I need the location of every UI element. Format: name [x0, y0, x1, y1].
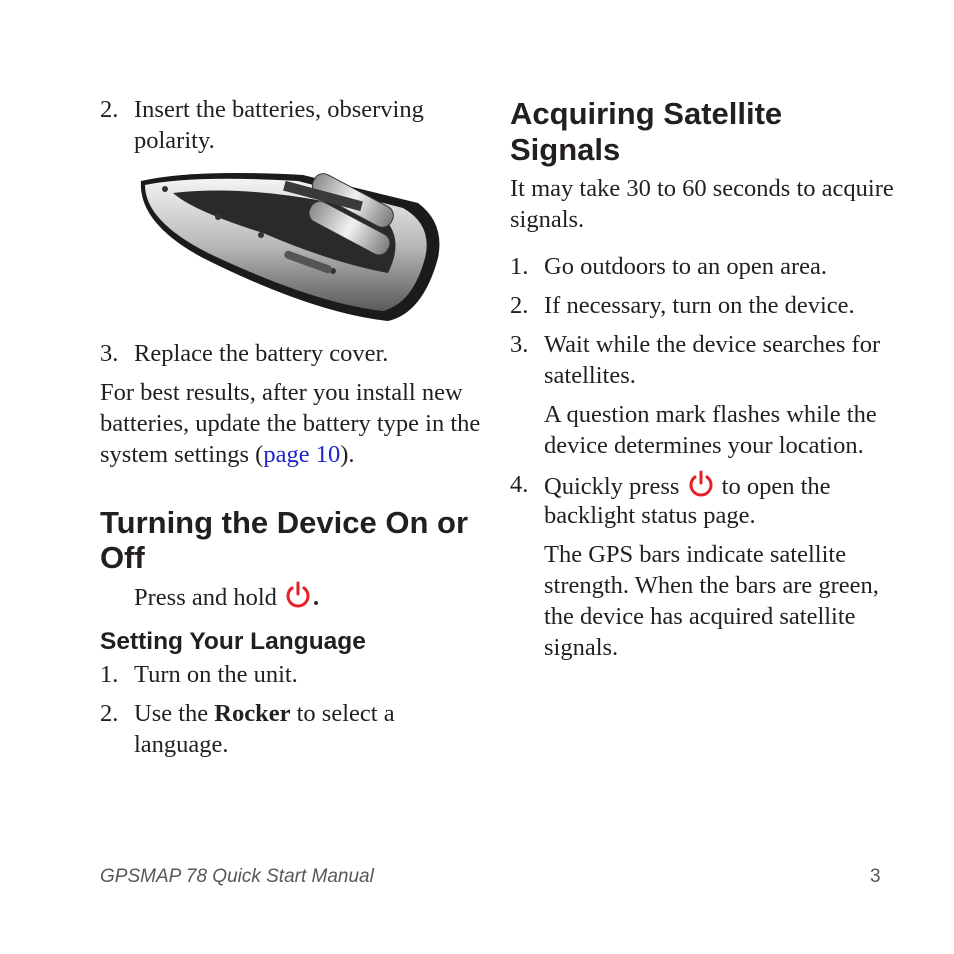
step-text: satellites. — [544, 362, 636, 389]
step-number: 1. — [510, 253, 529, 280]
subsection-heading: Setting Your Language — [100, 628, 366, 655]
step-number: 3. — [100, 340, 119, 367]
section-heading: Signals — [510, 132, 621, 167]
rocker-term: Rocker — [214, 700, 291, 727]
step-text: Go outdoors to an open area. — [544, 253, 828, 280]
device-battery-image — [133, 163, 445, 325]
power-icon — [283, 580, 313, 610]
step-text-part: Use the — [134, 700, 209, 727]
step-text: Turn on the unit. — [134, 661, 298, 688]
step-text: Insert the batteries, observing — [134, 96, 424, 123]
step-number: 4. — [510, 471, 529, 498]
step-note: strength. When the bars are green, — [544, 572, 879, 599]
step-text-part: Quickly press — [544, 473, 680, 500]
body-text: batteries, update the battery type in the — [100, 410, 481, 437]
step-number: 2. — [510, 292, 529, 319]
step-number: 2. — [100, 700, 119, 727]
step-text: backlight status page. — [544, 502, 756, 529]
step-note: The GPS bars indicate satellite — [544, 541, 847, 568]
step-note: device determines your location. — [544, 432, 864, 459]
step-text: polarity. — [134, 127, 215, 154]
power-icon — [686, 469, 716, 499]
body-text-part: system settings ( — [100, 441, 264, 468]
step-note: signals. — [544, 634, 619, 661]
body-text: It may take 30 to 60 seconds to acquire — [510, 175, 894, 202]
step-note: the device has acquired satellite — [544, 603, 856, 630]
step-number: 3. — [510, 331, 529, 358]
step-text-part: to select a — [296, 700, 395, 727]
section-heading: Acquiring Satellite — [510, 96, 783, 131]
section-heading: Turning the Device On or — [100, 505, 469, 540]
body-text: signals. — [510, 206, 585, 233]
step-text: If necessary, turn on the device. — [544, 292, 855, 319]
instruction-period: . — [313, 584, 320, 611]
step-text: Replace the battery cover. — [134, 340, 389, 367]
step-note: A question mark flashes while the — [544, 401, 877, 428]
footer-manual-title: GPSMAP 78 Quick Start Manual — [100, 866, 374, 887]
step-text — [134, 698, 395, 729]
body-text-part: ). — [340, 441, 355, 468]
step-number: 1. — [100, 661, 119, 688]
press-hold-text — [134, 580, 319, 613]
page-reference-link[interactable]: page 10 — [263, 441, 341, 468]
footer-page-number: 3 — [870, 866, 881, 887]
step-text: language. — [134, 731, 229, 758]
step-number: 2. — [100, 96, 119, 123]
body-text — [100, 439, 355, 470]
step-text — [544, 469, 831, 502]
step-text: Wait while the device searches for — [544, 331, 881, 358]
body-text: For best results, after you install new — [100, 379, 463, 406]
section-heading: Off — [100, 540, 145, 575]
instruction-text: Press and hold — [134, 584, 277, 611]
step-text-part: to open the — [721, 473, 831, 500]
